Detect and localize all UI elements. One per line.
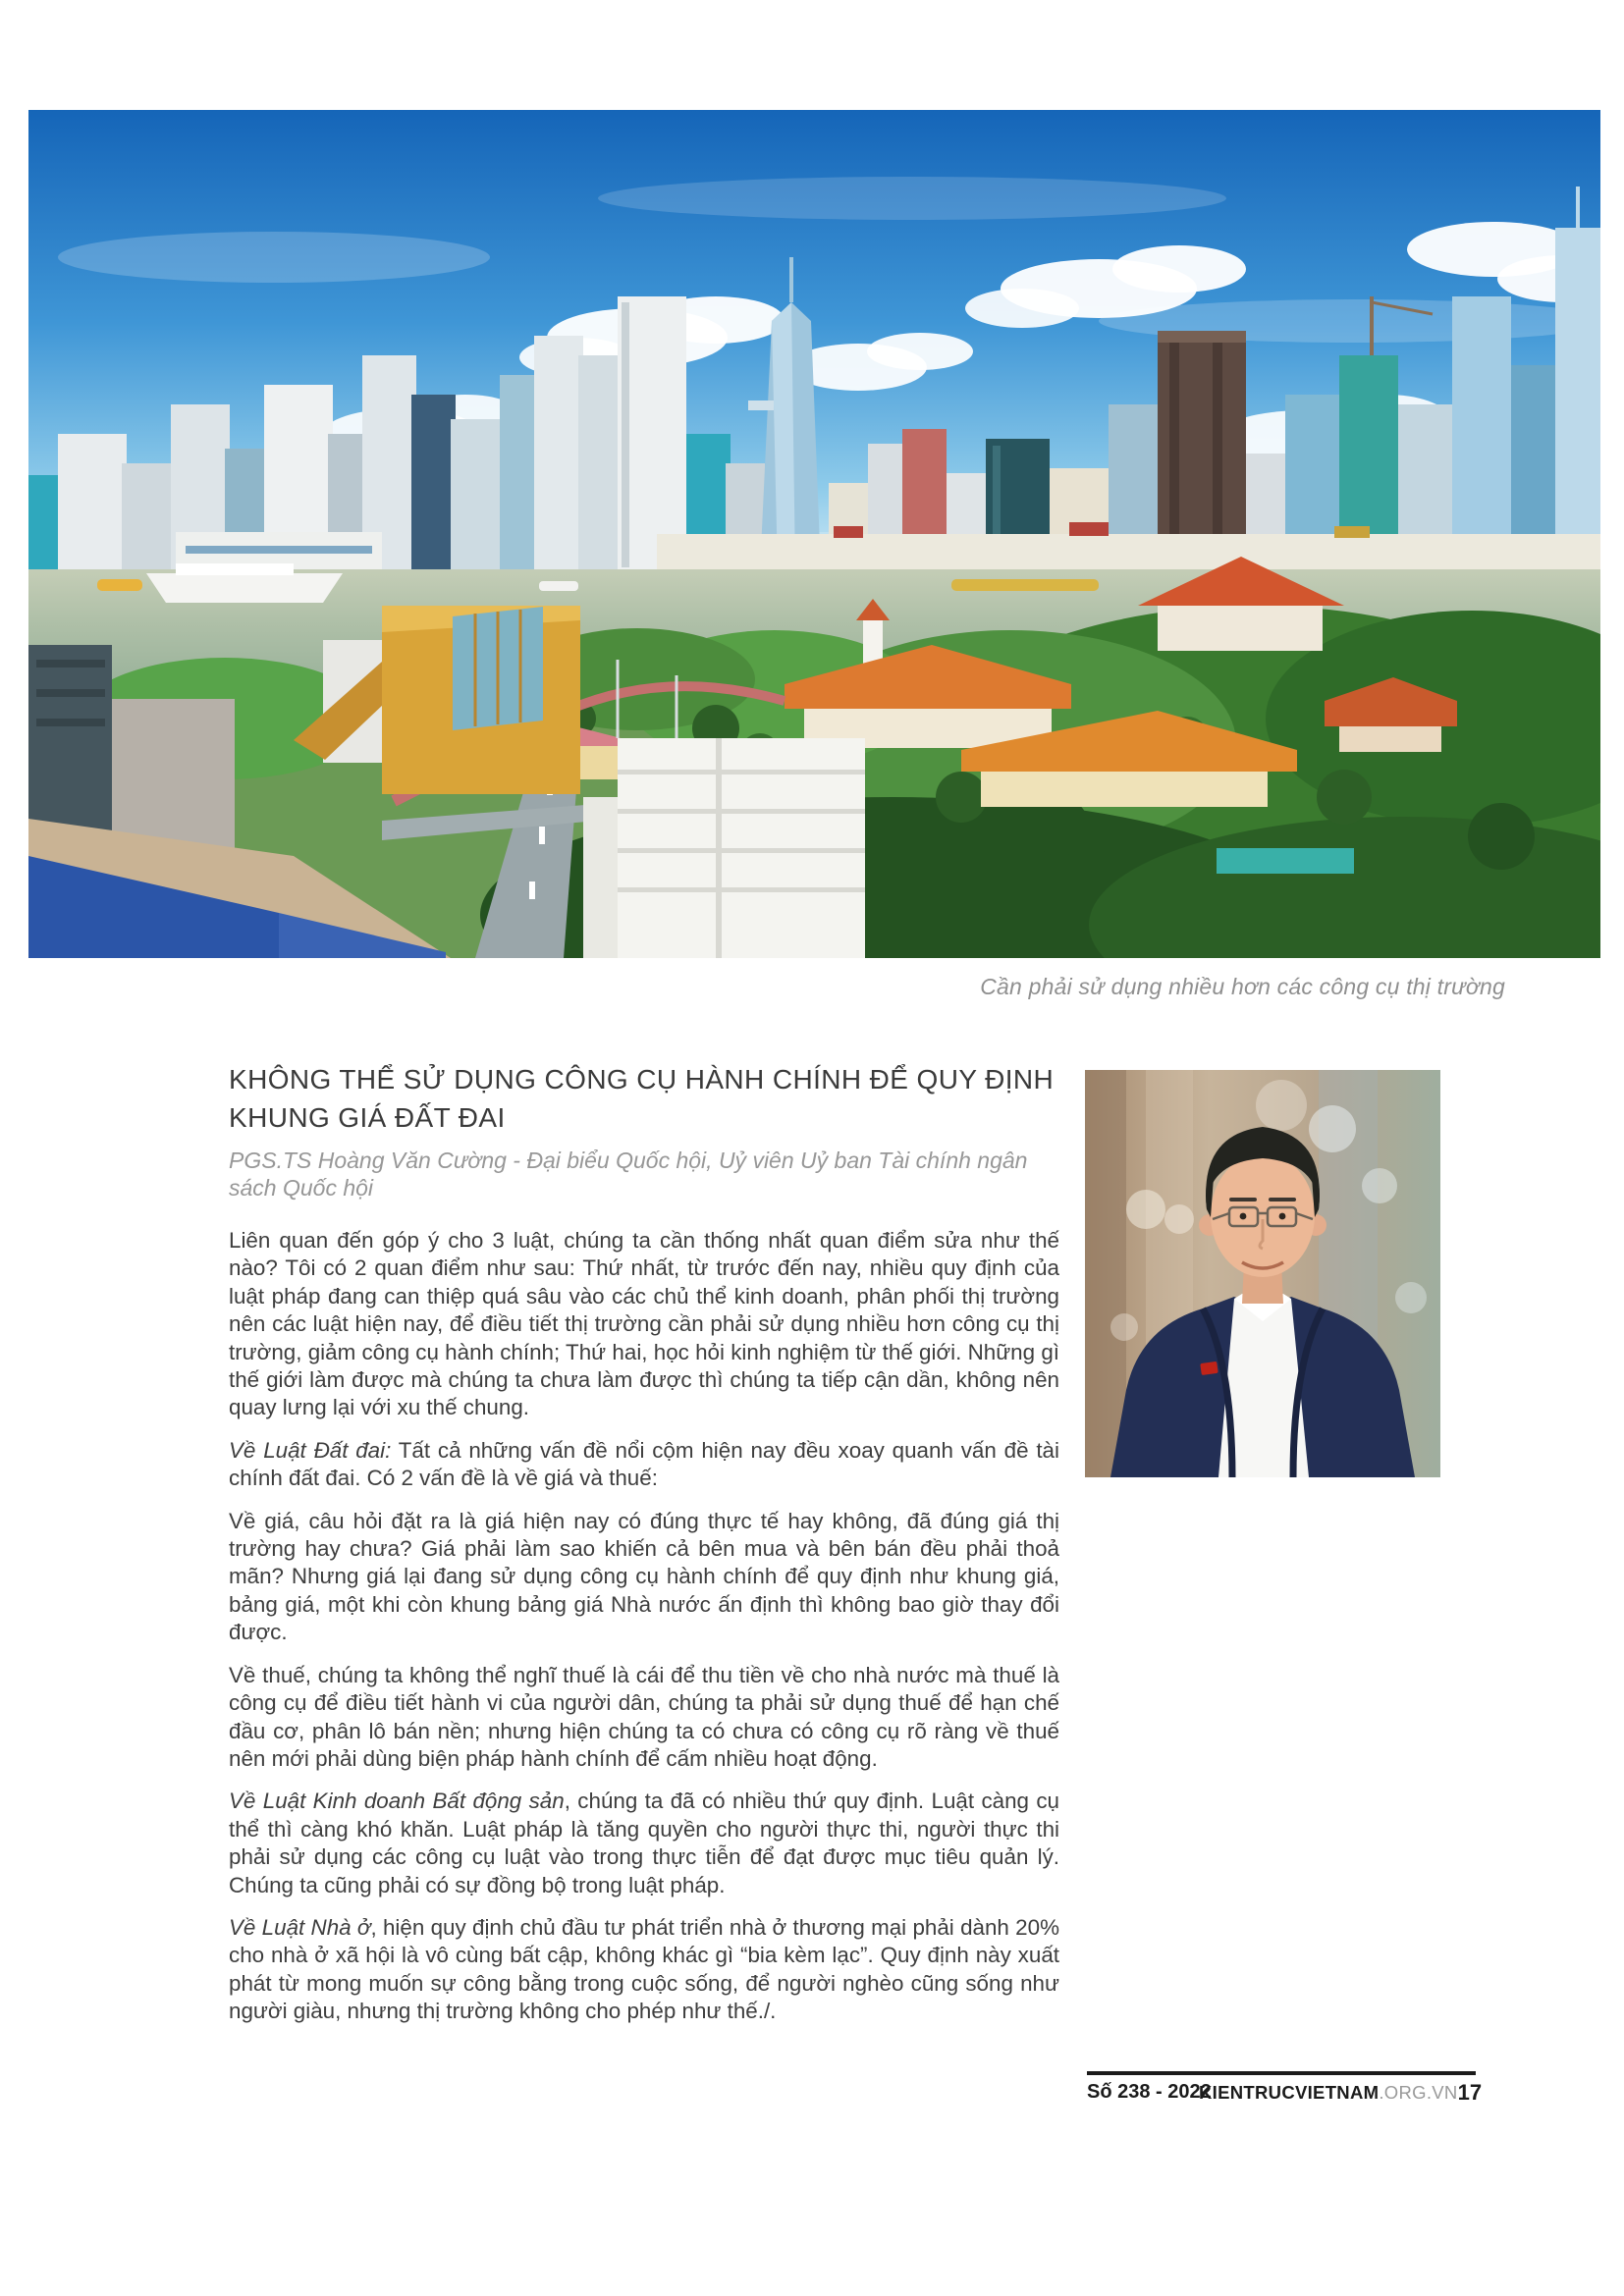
article <box>229 1060 1059 2041</box>
article-paragraph: Về giá, câu hỏi đặt ra là giá hiện nay có đúng thực tế hay không, đã đúng giá thị trường hay chưa? Giá phải làm sao khiến cả bên mua và bên bán đều phải thoả mãn? Nhưng giá lại đang sử dụng công cụ hành chính để quy định như khung giá, bảng giá, một khi còn khung bảng giá Nhà nước ấn định thì không bao giờ thay đổi được. <box>229 1508 1059 1645</box>
photo-caption: Cần phải sử dụng nhiều hơn các công cụ thị trường <box>980 974 1505 999</box>
article-paragraph: Liên quan đến góp ý cho 3 luật, chúng ta cần thống nhất quan điểm sửa như thế nào? Tôi có 2 quan điểm như sau: Thứ nhất, từ trước đến nay, nhiều quy định của luật pháp đang can thiệp quá sâu vào các chủ thể kinh doanh, phân phối thị trường nên các luật hiện nay, để điều tiết thị trường cần phải sử dụng nhiều hơn công cụ thị trường, giảm công cụ hành chính; Thứ hai, học hỏi kinh nghiệm từ thế giới. Những gì thế giới làm được mà chúng ta chưa làm được thì chúng ta tiếp cận dần, không nên quay lưng lại với xu thế chung. <box>229 1228 1059 1420</box>
paragraph-lead: Về Luật Nhà ở <box>229 1914 371 1940</box>
site-label <box>1199 2082 1458 2104</box>
site-domain: .ORG.VN <box>1379 2081 1458 2103</box>
lapel-pin <box>1200 1362 1218 1375</box>
page-number: 17 <box>1457 2079 1483 2105</box>
cityscape-photo <box>28 110 1600 958</box>
article-title: KHÔNG THỂ SỬ DỤNG CÔNG CỤ HÀNH CHÍNH ĐỂ QUY ĐỊNH KHUNG GIÁ ĐẤT ĐAI <box>229 1064 1055 1133</box>
portrait-photo <box>1085 1070 1440 1477</box>
white-building <box>583 738 865 958</box>
paragraph-lead: Về Luật Kinh doanh Bất động sản <box>229 1789 565 1814</box>
page-footer <box>1087 2071 1483 2109</box>
paragraph-lead: Về Luật Đất đai: <box>229 1437 392 1463</box>
article-paragraph: Về Luật Kinh doanh Bất động sản, chúng ta đã có nhiều thứ quy định. Luật càng cụ thể thì càng khó khăn. Luật pháp là tăng quyền cho người thực thi, người thực thi phải sử dụng các công cụ luật vào trong thực tiễn để đạt được mục tiêu quản lý. Chúng ta cũng phải có sự đồng bộ trong luật pháp. <box>229 1789 1059 1897</box>
article-paragraph: Về thuế, chúng ta không thể nghĩ thuế là cái để thu tiền về cho nhà nước mà thuế là công cụ để điều tiết hành vi của người dân, chúng ta phải sử dụng thuế để hạn chế đầu cơ, phân lô bán nền; nhưng hiện chúng ta có chưa có công cụ rõ ràng về thuế nên mới phải dùng biện pháp hành chính để cấm nhiều hoạt động. <box>229 1662 1059 1771</box>
article-paragraph: Về Luật Nhà ở, hiện quy định chủ đầu tư phát triển nhà ở thương mại phải dành 20% cho nhà ở xã hội là vô cùng bất cập, không khác gì “bia kèm lạc”. Quy định này xuất phát từ mong muốn sự công bằng trong cuộc sống, để người nghèo cũng sống như người giàu, nhưng thị trường không cho phép như thế./. <box>229 1914 1059 2024</box>
site-name: KIENTRUCVIETNAM <box>1199 2081 1380 2103</box>
issue-label: Số 238 - 2022 <box>1087 2081 1212 2103</box>
article-body <box>229 1227 1059 2026</box>
article-paragraph: Về Luật Đất đai: Tất cả những vấn đề nổi cộm hiện nay đều xoay quanh vấn đề tài chính đất đai. Có 2 vấn đề là về giá và thuế: <box>229 1437 1059 1491</box>
article-byline: PGS.TS Hoàng Văn Cường - Đại biểu Quốc hội, Uỷ viên Uỷ ban Tài chính ngân sách Quốc hội <box>229 1148 1028 1201</box>
edge-supertall <box>1555 187 1600 571</box>
